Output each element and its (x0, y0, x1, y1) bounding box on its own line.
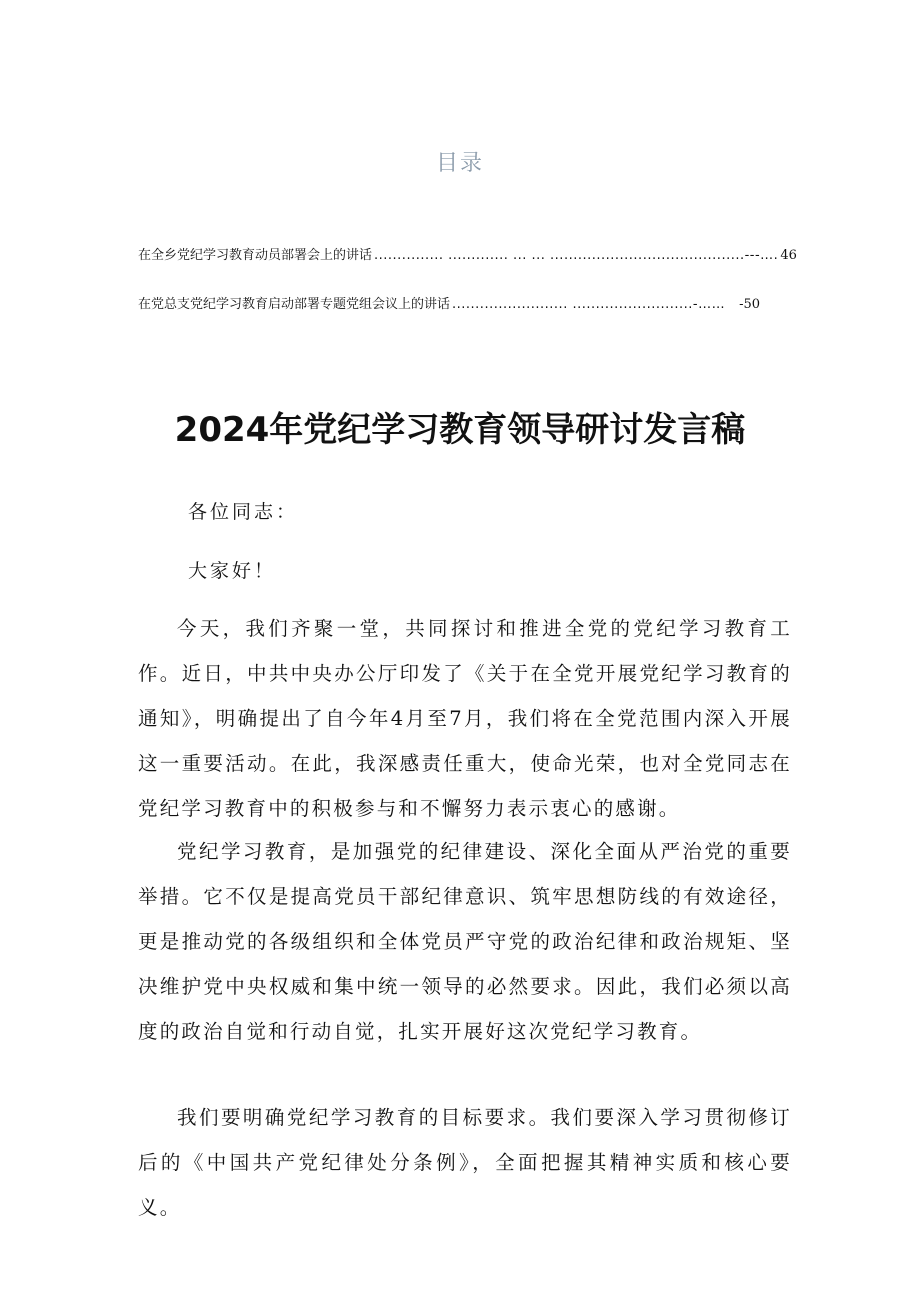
greeting: 大家好！ (188, 560, 277, 582)
body-paragraph: 今天，我们齐聚一堂，共同探讨和推进全党的党纪学习教育工作。近日，中共中央办公厅印发了《关于在全党开展党纪学习教育的通知》，明确提出了自今年4月至7月，我们将在全党范围内深入开展这一重要活动。在此，我深感责任重大，使命光荣，也对全党同志在党纪学习教育中的积极参与和不懈努力表示衷心的感谢。 (138, 617, 792, 820)
toc-entry[interactable] (138, 293, 760, 312)
toc-page-number: 46 (780, 248, 797, 263)
toc-page-number: -50 (739, 297, 760, 312)
document-title: 2024年党纪学习教育领导研讨发言稿 (174, 410, 746, 450)
toc-dot-leader: ............... ............. ... ... ..........................................---…. (374, 248, 779, 263)
toc-dot-leader: ......................... ..........................-…… (452, 297, 726, 312)
toc-entry-text: 在全乡党纪学习教育动员部署会上的讲话 (138, 248, 373, 263)
body-paragraph: 党纪学习教育，是加强党的纪律建设、深化全面从严治党的重要举措。它不仅是提高党员干部纪律意识、筑牢思想防线的有效途径，更是推动党的各级组织和全体党员严守党的政治纪律和政治规矩、坚决维护党中央权威和集中统一领导的必然要求。因此，我们必须以高度的政治自觉和行动自觉，扎实开展好这次党纪学习教育。 (138, 840, 792, 1043)
toc-entry-text: 在党总支党纪学习教育启动部署专题党组会议上的讲话 (138, 297, 451, 312)
toc-title: 目录 (435, 151, 484, 176)
toc-entry[interactable] (138, 244, 797, 263)
body-paragraph: 我们要明确党纪学习教育的目标要求。我们要深入学习贯彻修订后的《中国共产党纪律处分条例》，全面把握其精神实质和核心要义。 (138, 1106, 792, 1219)
salutation: 各位同志： (188, 501, 299, 523)
